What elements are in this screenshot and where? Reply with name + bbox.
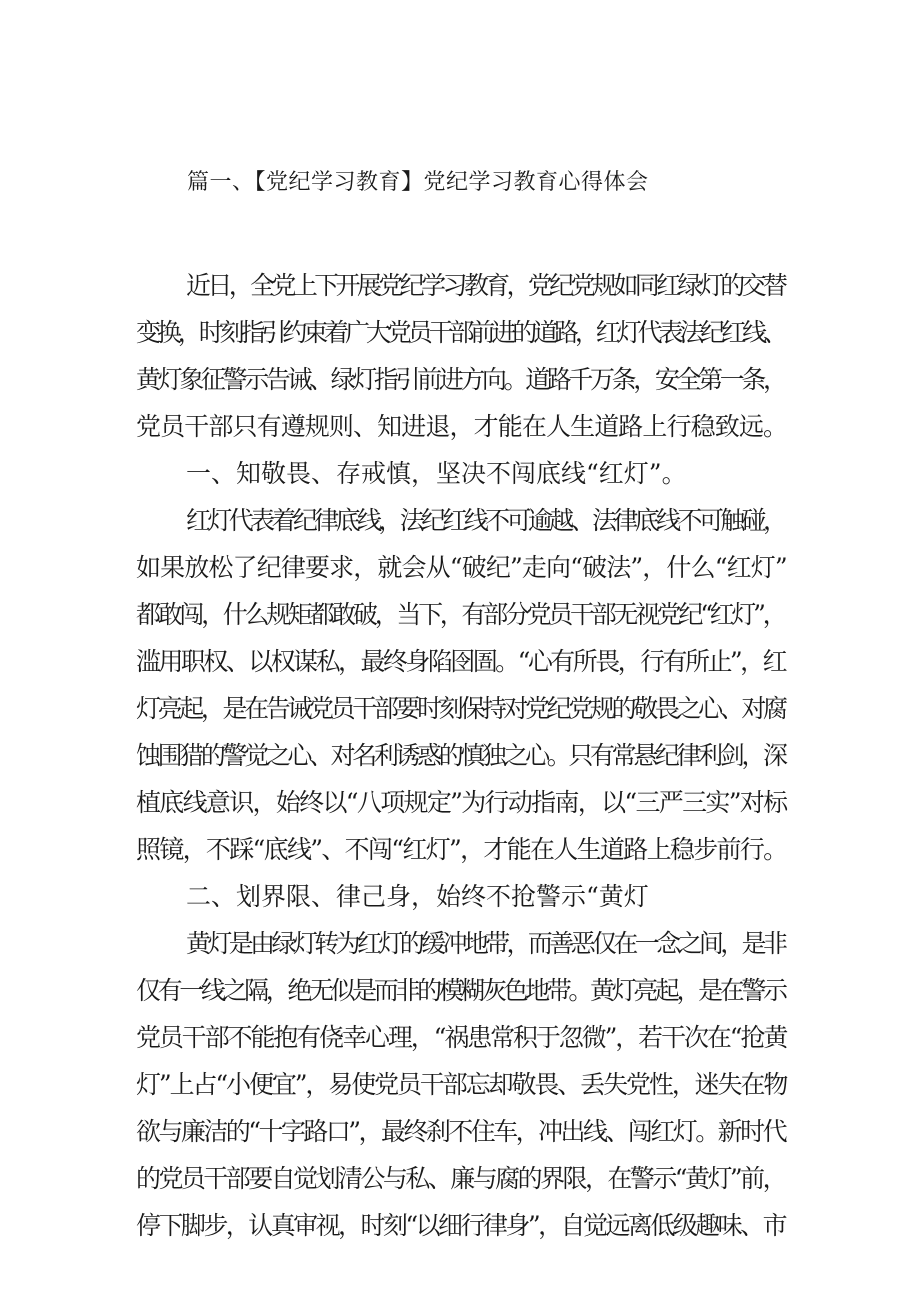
- text-line: 欲与廉洁的“十字路口”，最终刹不住车，冲出线、闯红灯。新时代: [136, 1117, 786, 1146]
- text-line: 照镜，不踩“底线”、不闯“红灯”，才能在人生道路上稳步前行。: [136, 835, 787, 864]
- section-heading: 一、知敬畏、存戒慎，坚决不闯底线“红灯”。: [186, 459, 687, 488]
- text-line: 黄灯象征警示告诫、绿灯指引前进方向。道路千万条，安全第一条，: [136, 365, 785, 394]
- text-line: 蚀围猎的警觉之心、对名利诱惑的慎独之心。只有常悬纪律利剑，深: [136, 741, 785, 770]
- text-line: 停下脚步，认真审视，时刻“以细行律身”，自觉远离低级趣味、市: [136, 1211, 786, 1240]
- text-line: 仅有一线之隔，绝无似是而非的模糊灰色地带。黄灯亮起，是在警示: [136, 976, 785, 1005]
- text-line: 党员干部不能抱有侥幸心理，“祸患常积于忽微”，若干次在“抢黄: [136, 1023, 787, 1052]
- text-line: 滥用职权、以权谋私，最终身陷囹圄。“心有所畏，行有所止”，红: [136, 647, 786, 676]
- text-line: 的党员干部要自觉划清公与私、廉与腐的界限，在警示“黄灯”前，: [136, 1164, 786, 1193]
- text-line: 红灯代表着纪律底线，法纪红线不可逾越、法律底线不可触碰，: [186, 506, 785, 535]
- text-line: 如果放松了纪律要求，就会从“破纪”走向“破法”，什么“红灯”: [136, 553, 787, 582]
- section-heading: 二、划界限、律己身，始终不抢警示“黄灯: [186, 882, 649, 911]
- text-line: 灯亮起，是在告诫党员干部要时刻保持对党纪党规的敬畏之心、对腐: [136, 694, 785, 723]
- text-line: 变换，时刻指引约束着广大党员干部前进的道路，红灯代表法纪红线、: [136, 318, 784, 347]
- text-line: 都敢闯，什么规矩都敢破，当下，有部分党员干部无视党纪“红灯”，: [136, 600, 785, 629]
- text-line: 灯”上占“小便宜”，易使党员干部忘却敬畏、丢失党性，迷失在物: [136, 1070, 787, 1099]
- text-line: 植底线意识，始终以“八项规定”为行动指南，以“三严三实”对标: [136, 788, 787, 817]
- text-line: 黄灯是由绿灯转为红灯的缓冲地带，而善恶仅在一念之间，是非: [186, 929, 785, 958]
- document-title: 篇一、【党纪学习教育】党纪学习教育心得体会: [187, 170, 649, 195]
- text-line: 党员干部只有遵规则、知进退，才能在人生道路上行稳致远。: [136, 412, 788, 441]
- text-line: 近日，全党上下开展党纪学习教育，党纪党规如同红绿灯的交替: [186, 271, 785, 300]
